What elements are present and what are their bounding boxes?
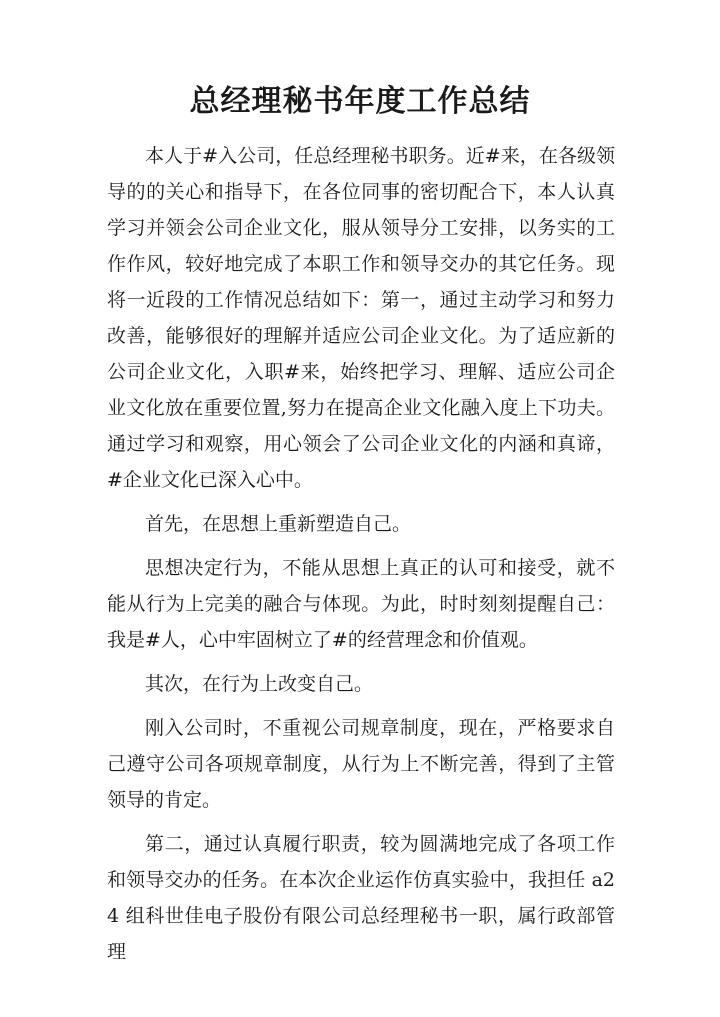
paragraph: 本人于#入公司，任总经理秘书职务。近#来，在各级领导的的关心和指导下，在各位同事的密切配合下，本人认真学习并领会公司企业文化，服从领导分工安排，以务实的工作作风，较好地完成了本职工作和领导交办的其它任务。现将一近段的工作情况总结如下：第一，通过主动学习和努力改善，能够很好的理解并适应公司企业文化。为了适应新的公司企业文化，入职#来，始终把学习、理解、适应公司企业文化放在重要位置,努力在提高企业文化融入度上下功夫。通过学习和观察，用心领会了公司企业文化的内涵和真谛，#企业文化已深入心中。 — [107, 145, 615, 491]
paragraph: 刚入公司时，不重视公司规章制度，现在，严格要求自己遵守公司各项规章制度，从行为上不断完善，得到了主管领导的肯定。 — [107, 717, 615, 811]
paragraph: 第二，通过认真履行职责，较为圆满地完成了各项工作和领导交办的任务。在本次企业运作仿真实验中，我担任 a24 组科世佳电子股份有限公司总经理秘书一职，属行政部管理 — [107, 833, 615, 963]
document-body — [107, 138, 615, 978]
document-title: 总经理秘书年度工作总结 — [189, 84, 531, 119]
paragraph: 思想决定行为，不能从思想上真正的认可和接受，就不能从行为上完美的融合与体现。为此，时时刻刻提醒自己：我是#人，心中牢固树立了#的经营理念和价值观。 — [107, 557, 615, 651]
paragraph: 首先，在思想上重新塑造自己。 — [145, 513, 412, 535]
paragraph: 其次，在行为上改变自己。 — [145, 673, 374, 695]
